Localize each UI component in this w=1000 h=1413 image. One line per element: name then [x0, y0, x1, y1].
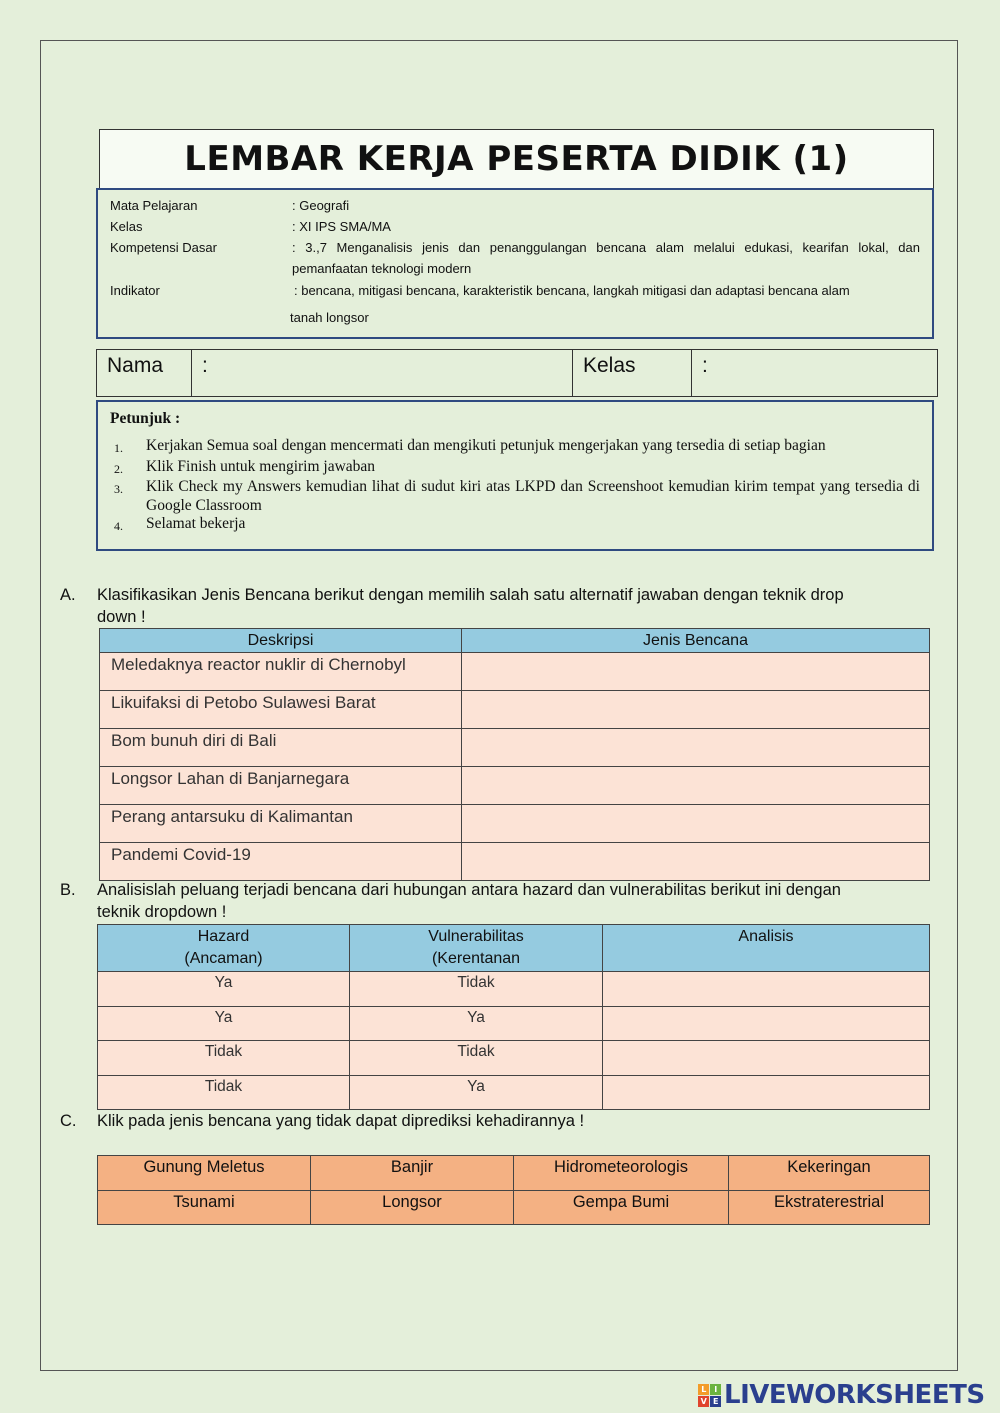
options-row: [98, 1190, 930, 1225]
kelas-value: : XI IPS SMA/MA: [292, 219, 391, 234]
liveworksheets-brand[interactable]: [698, 1380, 985, 1410]
kelas-label: Kelas: [110, 219, 143, 234]
logo-letter: E: [710, 1396, 721, 1407]
list-item: [114, 458, 920, 479]
kd-label: Kompetensi Dasar: [110, 240, 217, 255]
answer-dropdown[interactable]: [462, 805, 930, 843]
answer-dropdown[interactable]: [462, 729, 930, 767]
option-tsunami[interactable]: Tsunami: [98, 1190, 311, 1225]
header-hazard-line1: Hazard: [197, 928, 250, 945]
option-ekstraterestrial[interactable]: Ekstraterestrial: [729, 1190, 930, 1225]
kelas-label: Kelas: [573, 350, 692, 396]
vuln-cell: Ya: [350, 1006, 603, 1041]
answer-dropdown[interactable]: [462, 653, 930, 691]
option-banjir[interactable]: Banjir: [311, 1156, 514, 1191]
list-item: [114, 478, 920, 515]
option-hidrometeorologis[interactable]: Hidrometeorologis: [514, 1156, 729, 1191]
list-text: Selamat bekerja: [146, 515, 246, 532]
table-header-row: [98, 925, 930, 972]
question-b-text: Analisislah peluang terjadi bencana dari hubungan antara hazard dan vulnerabilitas berikut ini dengan teknik dropdown !: [97, 881, 841, 921]
instructions-box: [96, 400, 934, 551]
kelas-field[interactable]: :: [702, 354, 708, 377]
description-cell: Longsor Lahan di Banjarnegara: [100, 767, 462, 805]
list-item: [114, 515, 920, 536]
header-vuln-line1: Vulnerabilitas: [428, 928, 524, 945]
table-row: [98, 1075, 930, 1110]
logo-letter: I: [710, 1384, 721, 1395]
mapel-label: Mata Pelajaran: [110, 198, 198, 213]
table-row: [100, 805, 930, 843]
indikator-label: Indikator: [110, 283, 160, 298]
description-cell: Perang antarsuku di Kalimantan: [100, 805, 462, 843]
liveworksheets-logo-icon: [698, 1384, 721, 1407]
list-text: Klik Finish untuk mengirim jawaban: [146, 457, 376, 475]
question-c-text: Klik pada jenis bencana yang tidak dapat diprediksi kehadirannya !: [97, 1112, 585, 1130]
question-a: [60, 584, 860, 628]
header-jenis-bencana: Jenis Bencana: [462, 629, 930, 653]
options-row: [98, 1156, 930, 1191]
table-header-row: [100, 629, 930, 653]
description-cell: Pandemi Covid-19: [100, 843, 462, 881]
list-item: [114, 437, 920, 458]
description-cell: Meledaknya reactor nuklir di Chernobyl: [100, 653, 462, 691]
question-c-letter: C.: [60, 1112, 77, 1130]
nama-field[interactable]: :: [192, 350, 573, 396]
option-longsor[interactable]: Longsor: [311, 1190, 514, 1225]
hazard-cell: Tidak: [98, 1041, 350, 1076]
header-deskripsi: Deskripsi: [100, 629, 462, 653]
option-gunung-meletus[interactable]: Gunung Meletus: [98, 1156, 311, 1191]
table-row: [98, 1041, 930, 1076]
table-row: [98, 972, 930, 1007]
instructions-list: [114, 437, 920, 536]
header-hazard-line2: (Ancaman): [184, 950, 263, 967]
table-row: [100, 843, 930, 881]
analysis-dropdown[interactable]: [603, 972, 930, 1007]
question-a-text: Klasifikasikan Jenis Bencana berikut dengan memilih salah satu alternatif jawaban dengan teknik drop down !: [97, 586, 844, 626]
answer-dropdown[interactable]: [462, 691, 930, 729]
table-row: [100, 691, 930, 729]
list-number: 1.: [114, 441, 123, 455]
table-row: [100, 653, 930, 691]
title-box: [99, 129, 934, 189]
indikator-value: : bencana, mitigasi bencana, karakteristik bencana, langkah mitigasi dan adaptasi bencana alam: [294, 283, 850, 298]
vuln-cell: Tidak: [350, 972, 603, 1007]
logo-letter: V: [698, 1396, 709, 1407]
description-cell: Likuifaksi di Petobo Sulawesi Barat: [100, 691, 462, 729]
vuln-cell: Ya: [350, 1075, 603, 1110]
header-analisis: Analisis: [603, 925, 930, 972]
question-a-letter: A.: [60, 586, 76, 604]
list-number: 2.: [114, 461, 123, 476]
logo-letter: L: [698, 1384, 709, 1395]
option-kekeringan[interactable]: Kekeringan: [729, 1156, 930, 1191]
option-gempa-bumi[interactable]: Gempa Bumi: [514, 1190, 729, 1225]
analysis-dropdown[interactable]: [603, 1075, 930, 1110]
analysis-dropdown[interactable]: [603, 1041, 930, 1076]
page-title: LEMBAR KERJA PESERTA DIDIK (1): [184, 139, 849, 179]
list-number: 4.: [114, 519, 123, 533]
classification-table: [99, 628, 930, 881]
disaster-options-table: [97, 1155, 930, 1225]
analysis-dropdown[interactable]: [603, 1006, 930, 1041]
table-row: [100, 767, 930, 805]
question-b-letter: B.: [60, 881, 76, 899]
question-c: [60, 1110, 860, 1132]
hazard-analysis-table: [97, 924, 930, 1110]
list-number: 3.: [114, 482, 123, 496]
header-hazard: [98, 925, 350, 972]
indikator-value-2: tanah longsor: [290, 310, 369, 325]
answer-dropdown[interactable]: [462, 767, 930, 805]
question-b: [60, 879, 860, 923]
info-box: [96, 188, 934, 339]
student-identity-row: [96, 349, 938, 397]
nama-label: Nama: [97, 350, 192, 396]
header-vuln-line2: (Kerentanan: [431, 950, 521, 967]
hazard-cell: Ya: [98, 972, 350, 1007]
vuln-cell: Tidak: [350, 1041, 603, 1076]
list-text: Kerjakan Semua soal dengan mencermati dan mengikuti petunjuk mengerjakan yang tersedia di setiap bagian: [146, 437, 826, 454]
instructions-title: Petunjuk :: [110, 410, 181, 427]
description-cell: Bom bunuh diri di Bali: [100, 729, 462, 767]
hazard-cell: Tidak: [98, 1075, 350, 1110]
hazard-cell: Ya: [98, 1006, 350, 1041]
kd-value: : 3.,7 Menganalisis jenis dan penanggulangan bencana alam melalui edukasi, kearifan lokal, dan pemanfaatan teknologi modern: [292, 240, 920, 276]
mapel-value: : Geografi: [292, 198, 350, 213]
list-text: Klik Check my Answers kemudian lihat di sudut kiri atas LKPD dan Screenshoot kemudian kirim tempat yang tersedia di Google Classroom: [146, 478, 920, 514]
header-vulnerabilitas: [350, 925, 603, 972]
table-row: [98, 1006, 930, 1041]
brand-name: LIVEWORKSHEETS: [724, 1380, 985, 1410]
table-row: [100, 729, 930, 767]
answer-dropdown[interactable]: [462, 843, 930, 881]
